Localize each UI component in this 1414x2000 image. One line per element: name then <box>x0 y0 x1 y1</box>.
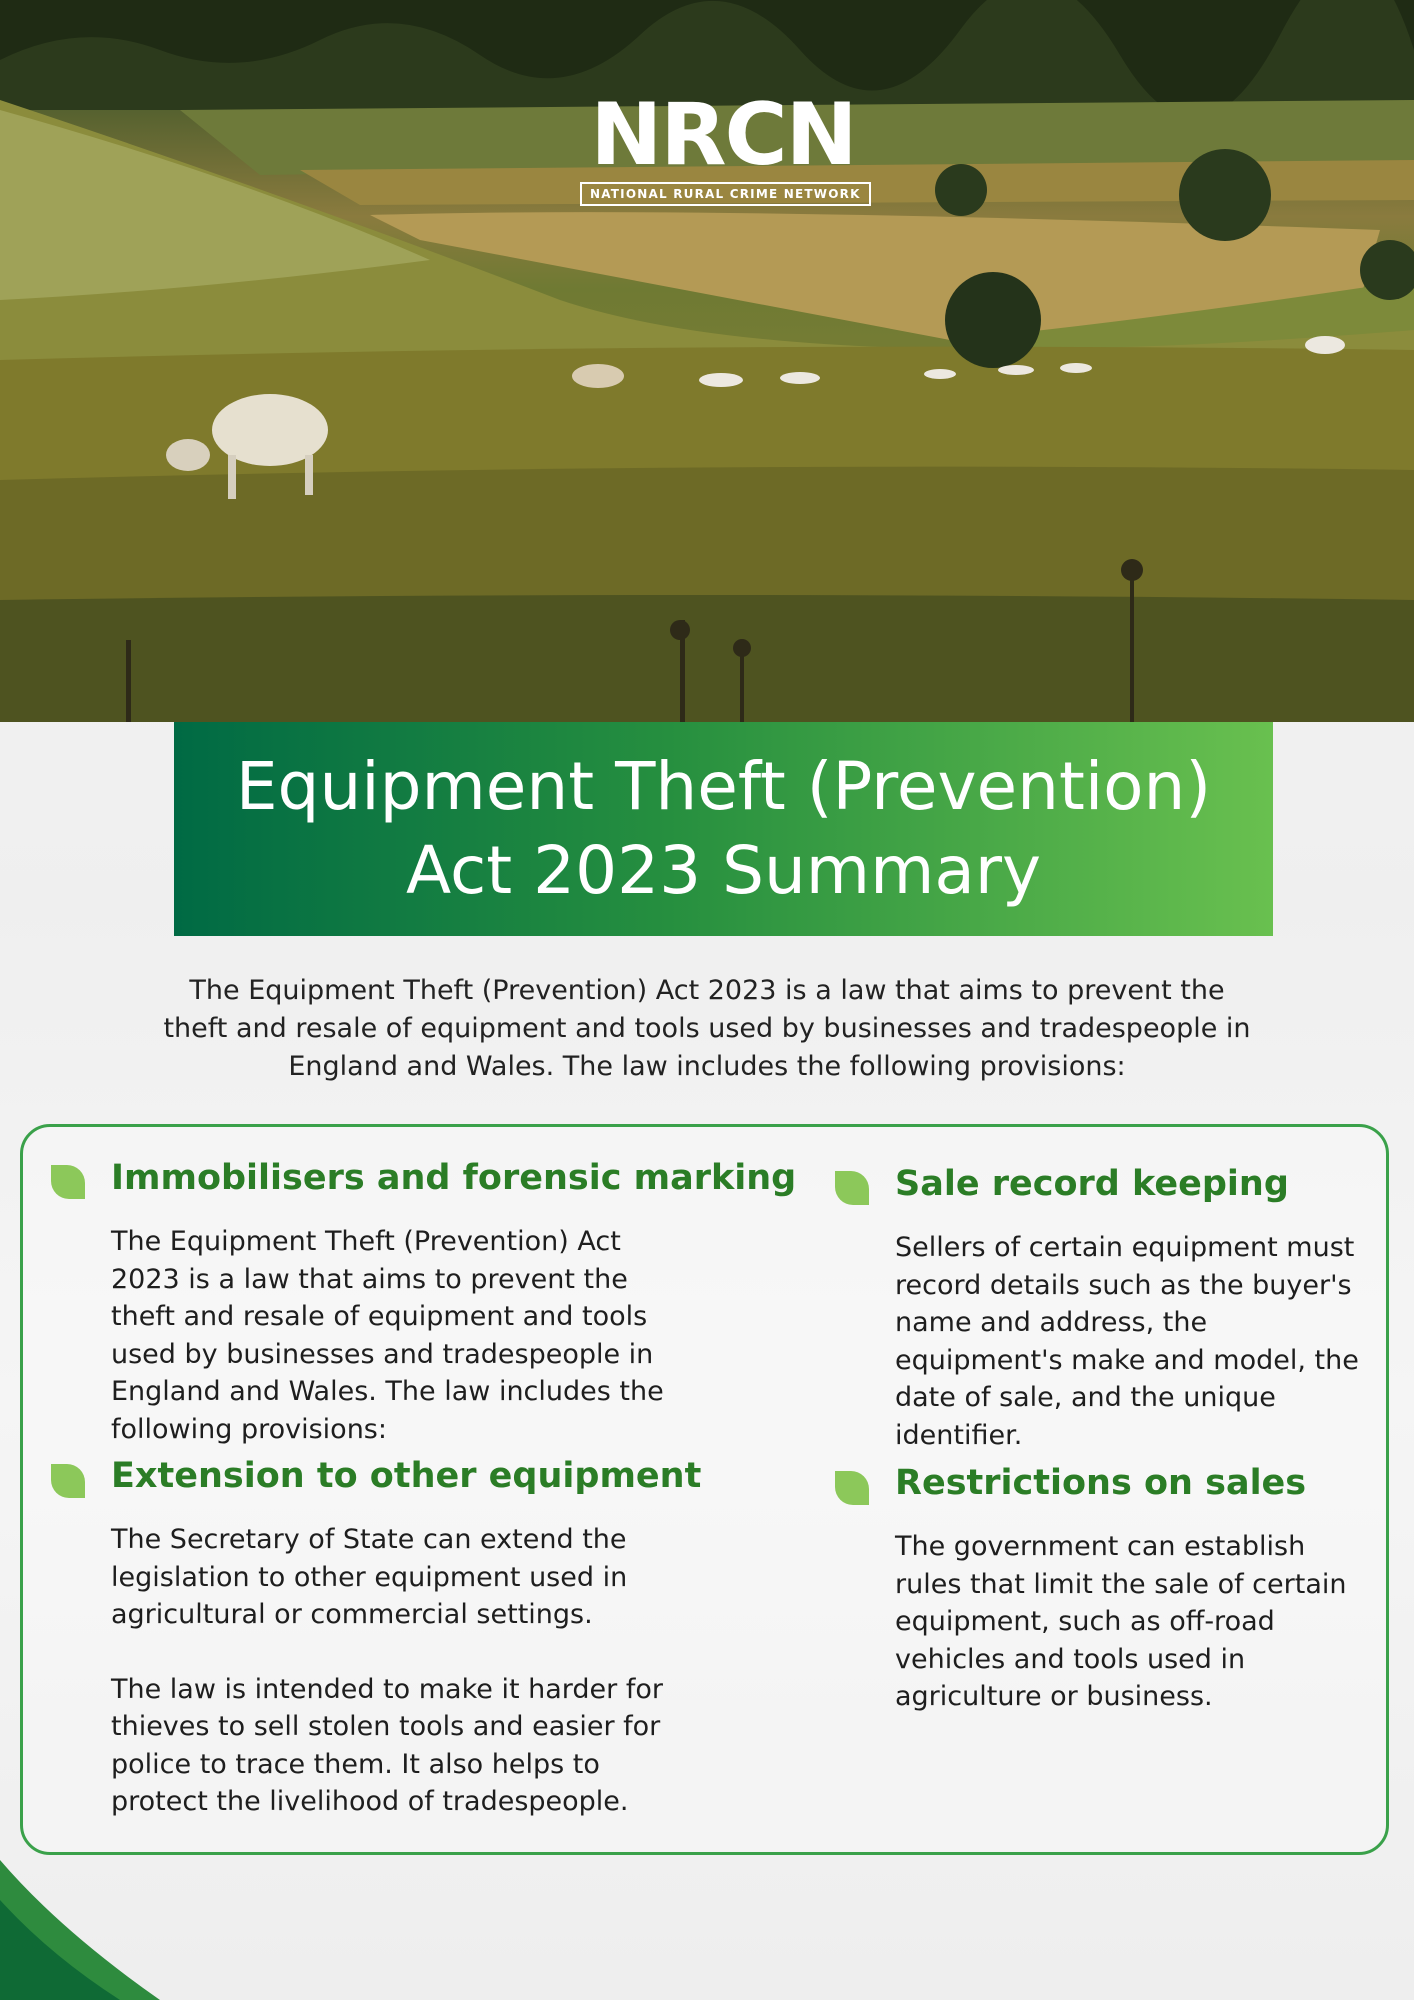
logo-subtitle: NATIONAL RURAL CRIME NETWORK <box>580 182 871 206</box>
title-line-1: Equipment Theft (Prevention) <box>235 748 1212 825</box>
section-heading: Restrictions on sales <box>895 1463 1307 1503</box>
leaf-bullet-icon <box>51 1464 85 1498</box>
corner-swoosh-decoration <box>0 1860 180 2000</box>
section-body-2: The law is intended to make it harder for thieves to sell stolen tools and easier for police to trace them. It also helps to protect the livelihood of tradespeople. <box>111 1673 663 1817</box>
section-body: The Equipment Theft (Prevention) Act 2023 is a law that aims to prevent the theft and resale of equipment and tools used by businesses and tradespeople in England and Wales. The law includes the following provisions: <box>111 1226 664 1445</box>
hero-photo <box>0 0 1414 722</box>
section-heading: Immobilisers and forensic marking <box>111 1158 797 1198</box>
section-heading: Sale record keeping <box>895 1164 1289 1204</box>
logo-wordmark: NRCN <box>590 85 856 185</box>
title-banner <box>174 722 1273 936</box>
nrcn-logo <box>580 85 866 201</box>
section-immobilisers <box>111 1155 797 1448</box>
leaf-bullet-icon <box>835 1471 869 1505</box>
leaf-bullet-icon <box>835 1171 869 1205</box>
provisions-box <box>20 1124 1389 1855</box>
section-body: The government can establish rules that limit the sale of certain equipment, such as off-road vehicles and tools used in agriculture or business. <box>895 1531 1347 1712</box>
section-record-keeping <box>895 1161 1365 1454</box>
section-body: The Secretary of State can extend the legislation to other equipment used in agricultural or commercial settings. <box>111 1524 628 1630</box>
title-line-2: Act 2023 Summary <box>405 832 1042 909</box>
section-extension <box>111 1453 702 1821</box>
section-restrictions <box>895 1460 1365 1716</box>
section-body: Sellers of certain equipment must record details such as the buyer's name and address, the equipment's make and model, the date of sale, and the unique identifier. <box>895 1232 1359 1451</box>
leaf-bullet-icon <box>51 1165 85 1199</box>
section-heading: Extension to other equipment <box>111 1456 702 1496</box>
intro-paragraph: The Equipment Theft (Prevention) Act 2023 is a law that aims to prevent the theft and resale of equipment and tools used by businesses and tradespeople in England and Wales. The law includes the following provisions: <box>163 975 1251 1082</box>
